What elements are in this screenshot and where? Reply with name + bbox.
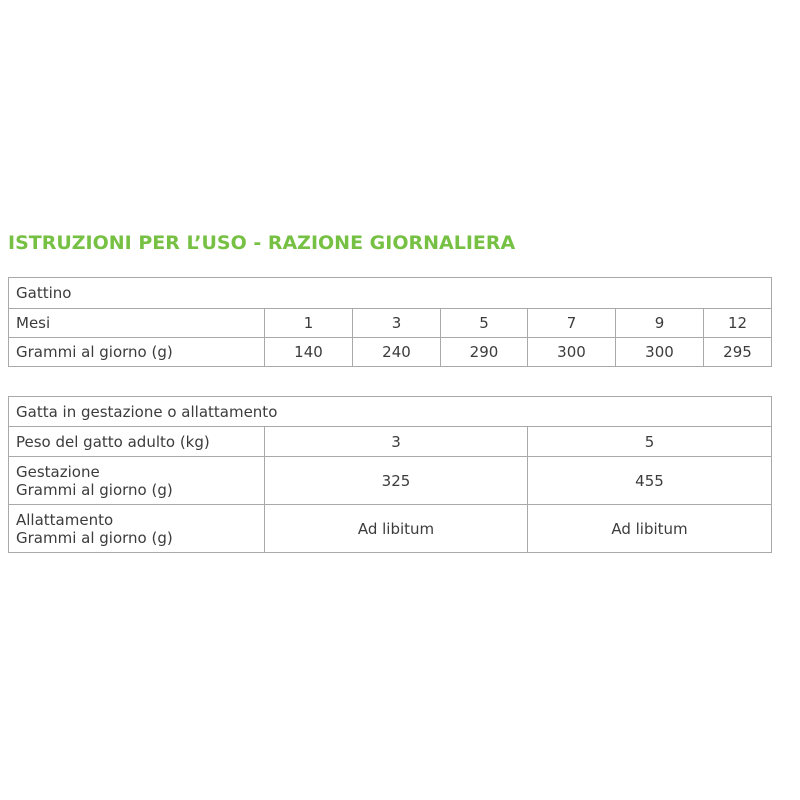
table-cell: 3 — [265, 427, 528, 457]
table-row — [9, 338, 772, 367]
table-cell: 5 — [441, 309, 528, 338]
table-heading: Gatta in gestazione o allattamento — [9, 397, 772, 427]
row-label — [9, 505, 265, 553]
table-cell: 325 — [265, 457, 528, 505]
table-cell: 295 — [704, 338, 772, 367]
row-label — [9, 457, 265, 505]
table-cell: 9 — [616, 309, 704, 338]
row-label: Mesi — [9, 309, 265, 338]
table-cell: 3 — [353, 309, 441, 338]
row-label-line: Grammi al giorno (g) — [16, 528, 173, 547]
table-row — [9, 505, 772, 553]
row-label-line: Gestazione — [16, 462, 100, 481]
table-cell: 1 — [265, 309, 353, 338]
page-title: ISTRUZIONI PER L’USO - RAZIONE GIORNALIERA — [8, 232, 516, 254]
table-row — [9, 457, 772, 505]
table-cell: 7 — [528, 309, 616, 338]
row-label: Grammi al giorno (g) — [9, 338, 265, 367]
table-cell: 240 — [353, 338, 441, 367]
table-cell: 140 — [265, 338, 353, 367]
table-cell: Ad libitum — [265, 505, 528, 553]
table-row — [9, 309, 772, 338]
table-row — [9, 278, 772, 309]
table-row — [9, 397, 772, 427]
kitten-feeding-table — [8, 277, 772, 367]
table-cell: 300 — [616, 338, 704, 367]
table-row — [9, 427, 772, 457]
row-label-line: Allattamento — [16, 510, 114, 529]
table-cell: 12 — [704, 309, 772, 338]
table-cell: 455 — [528, 457, 772, 505]
table-cell: 300 — [528, 338, 616, 367]
table-cell: 5 — [528, 427, 772, 457]
table-cell: 290 — [441, 338, 528, 367]
table-heading: Gattino — [9, 278, 772, 309]
row-label: Peso del gatto adulto (kg) — [9, 427, 265, 457]
row-label-line: Grammi al giorno (g) — [16, 480, 173, 499]
pregnant-cat-feeding-table — [8, 396, 772, 553]
table-cell: Ad libitum — [528, 505, 772, 553]
